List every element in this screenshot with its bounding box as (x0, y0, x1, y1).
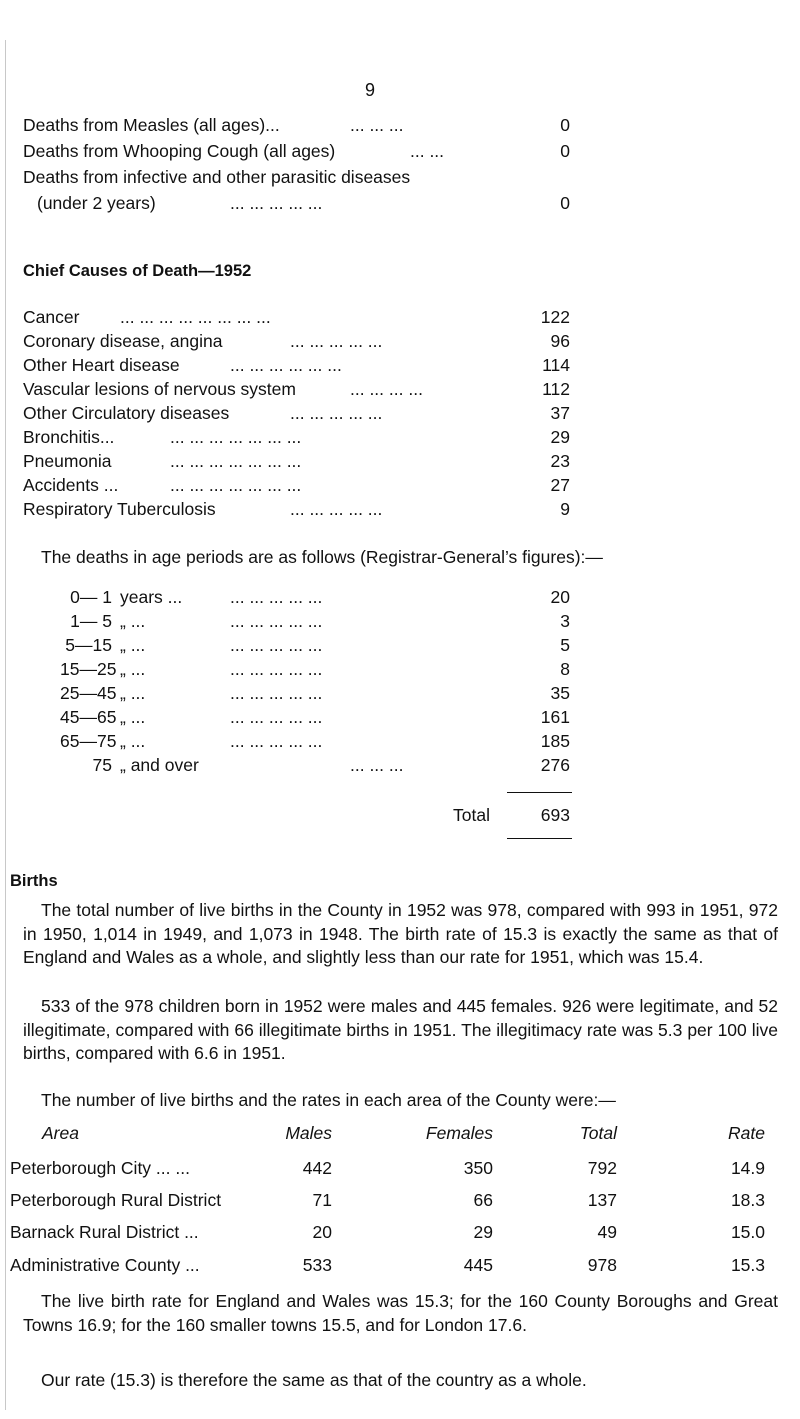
age-row (0, 658, 800, 680)
row-leader: ... ... ... ... ... (230, 707, 323, 727)
age-row (0, 730, 800, 752)
rate-value: 15.0 (730, 1222, 765, 1242)
females-value: 445 (463, 1255, 493, 1275)
row-value: 0 (560, 141, 570, 161)
age-periods-intro: The deaths in age periods are as follows (Registrar-General’s figures):— (41, 547, 603, 567)
row-label: Deaths from infective and other parasitic diseases (23, 167, 411, 187)
cause-label: Respiratory Tuberculosis (23, 499, 216, 519)
age-value: 185 (540, 731, 570, 751)
cause-row (0, 402, 800, 424)
cause-label: Other Circulatory diseases (23, 403, 230, 423)
births-paragraph-1 (23, 899, 778, 970)
cause-row (0, 306, 800, 328)
row-leader: ... ... ... ... ... ... ... (170, 427, 302, 447)
cause-value: 114 (542, 355, 570, 375)
age-row (0, 610, 800, 632)
cause-row (0, 354, 800, 376)
cause-label: Other Heart disease (23, 355, 180, 375)
age-unit: „ ... (120, 611, 146, 631)
age-unit: „ and over (120, 755, 199, 775)
age-range: 75 (92, 755, 112, 775)
age-range: 15—25 (60, 659, 117, 679)
infective-deaths-under-2-row (0, 192, 800, 214)
age-unit: „ ... (120, 659, 146, 679)
paragraph-text: The live birth rate for England and Wales was 15.3; for the 160 County Boroughs and Great Towns 16.9; for the 160 smaller towns 15.5, and for London 17.6. (23, 1291, 778, 1335)
age-value: 161 (540, 707, 570, 727)
row-leader: ... ... (410, 141, 445, 161)
age-value: 20 (550, 587, 570, 607)
births-paragraph-4: Our rate (15.3) is therefore the same as that of the country as a whole. (41, 1370, 587, 1390)
col-header-rate: Rate (728, 1123, 765, 1143)
age-range: 5—15 (65, 635, 112, 655)
col-header-area: Area (42, 1123, 79, 1143)
males-value: 442 (302, 1158, 332, 1178)
births-table-header (0, 1122, 800, 1144)
age-row (0, 754, 800, 776)
cause-row (0, 378, 800, 400)
total-value: 49 (597, 1222, 617, 1242)
total-value: 978 (587, 1255, 617, 1275)
cause-label: Pneumonia (23, 451, 112, 471)
age-range: 65—75 (60, 731, 117, 751)
rate-value: 15.3 (730, 1255, 765, 1275)
age-range: 45—65 (60, 707, 117, 727)
rate-value: 14.9 (730, 1158, 765, 1178)
females-value: 350 (463, 1158, 493, 1178)
page-number: 9 (364, 80, 375, 100)
row-leader: ... ... ... ... ... (230, 659, 323, 679)
paragraph-text: 533 of the 978 children born in 1952 were males and 445 females. 926 were legitimate, and 52 illegitimate, compared with 66 illegitimate births in 1951. The illegitimacy rate was 5.3 per 100 live births, compared with 6.6 in 1951. (23, 996, 778, 1063)
total-rule-bottom (507, 838, 572, 839)
total-label: Total (453, 805, 490, 825)
area-name: Peterborough City ... ... (10, 1158, 190, 1178)
age-unit: „ ... (120, 707, 146, 727)
row-label: Deaths from Measles (all ages)... (23, 115, 280, 135)
row-leader: ... ... ... (350, 755, 404, 775)
cause-label: Bronchitis... (23, 427, 115, 447)
col-header-males: Males (285, 1123, 332, 1143)
row-leader: ... ... ... ... ... ... (230, 355, 342, 375)
cause-value: 9 (560, 499, 570, 519)
males-value: 71 (312, 1190, 332, 1210)
age-range: 0— 1 (70, 587, 112, 607)
row-leader: ... ... ... ... ... (290, 331, 383, 351)
row-leader: ... ... ... ... ... ... ... (170, 475, 302, 495)
row-leader: ... ... ... ... ... (230, 731, 323, 751)
row-label: Deaths from Whooping Cough (all ages) (23, 141, 336, 161)
births-heading: Births (10, 872, 58, 890)
row-leader: ... ... ... ... (350, 379, 423, 399)
age-value: 5 (560, 635, 570, 655)
age-value: 3 (560, 611, 570, 631)
cause-value: 23 (550, 451, 570, 471)
paragraph-text: The total number of live births in the County in 1952 was 978, compared with 993 in 1951, 972 in 1950, 1,014 in 1949, and 1,073 in 1948. The birth rate of 15.3 is exactly the same as that of England and Wales as a whole, and slightly less than our rate for 1951, which was 15.4. (23, 900, 778, 967)
cause-value: 29 (550, 427, 570, 447)
cause-row (0, 330, 800, 352)
row-leader: ... ... ... ... ... (230, 683, 323, 703)
age-row (0, 634, 800, 656)
infective-deaths-row (0, 166, 800, 188)
age-row (0, 706, 800, 728)
cause-value: 96 (550, 331, 570, 351)
males-value: 533 (302, 1255, 332, 1275)
total-value: 693 (540, 805, 570, 825)
age-total-row (0, 804, 800, 826)
age-range: 25—45 (60, 683, 117, 703)
cause-row (0, 426, 800, 448)
age-value: 8 (560, 659, 570, 679)
age-value: 35 (550, 683, 570, 703)
row-label: (under 2 years) (37, 193, 156, 213)
cause-row (0, 498, 800, 520)
area-name: Peterborough Rural District (10, 1190, 222, 1210)
area-name: Administrative County ... (10, 1255, 200, 1275)
cause-label: Vascular lesions of nervous system (23, 379, 296, 399)
chief-causes-heading: Chief Causes of Death—1952 (23, 262, 252, 280)
row-leader: ... ... ... ... ... (290, 499, 383, 519)
age-unit: „ ... (120, 635, 146, 655)
cause-value: 27 (550, 475, 570, 495)
births-paragraph-2 (23, 995, 778, 1066)
total-value: 792 (587, 1158, 617, 1178)
cause-value: 122 (540, 307, 570, 327)
females-value: 29 (473, 1222, 493, 1242)
cause-label: Cancer (23, 307, 80, 327)
age-row (0, 586, 800, 608)
births-paragraph-3 (23, 1290, 778, 1337)
col-header-total: Total (579, 1123, 617, 1143)
age-range: 1— 5 (70, 611, 112, 631)
cause-row (0, 474, 800, 496)
age-value: 276 (540, 755, 570, 775)
row-leader: ... ... ... ... ... ... ... (170, 451, 302, 471)
row-leader: ... ... ... ... ... ... ... ... (120, 307, 271, 327)
total-rule-top (507, 792, 572, 793)
births-table-row (0, 1221, 800, 1243)
row-value: 0 (560, 115, 570, 135)
row-leader: ... ... ... ... ... (230, 587, 323, 607)
males-value: 20 (312, 1222, 332, 1242)
total-value: 137 (587, 1190, 617, 1210)
rate-value: 18.3 (730, 1190, 765, 1210)
births-table-row (0, 1254, 800, 1276)
measles-deaths-row (0, 114, 800, 136)
row-value: 0 (560, 193, 570, 213)
cause-value: 37 (550, 403, 570, 423)
females-value: 66 (473, 1190, 493, 1210)
row-leader: ... ... ... (350, 115, 404, 135)
row-leader: ... ... ... ... ... (230, 611, 323, 631)
cause-label: Accidents ... (23, 475, 119, 495)
age-unit: years ... (120, 587, 183, 607)
births-table-row (0, 1157, 800, 1179)
area-name: Barnack Rural District ... (10, 1222, 199, 1242)
cause-value: 112 (542, 379, 570, 399)
row-leader: ... ... ... ... ... (230, 193, 323, 213)
births-table-row (0, 1189, 800, 1211)
whooping-cough-deaths-row (0, 140, 800, 162)
cause-label: Coronary disease, angina (23, 331, 223, 351)
row-leader: ... ... ... ... ... (230, 635, 323, 655)
cause-row (0, 450, 800, 472)
col-header-females: Females (425, 1123, 493, 1143)
row-leader: ... ... ... ... ... (290, 403, 383, 423)
age-unit: „ ... (120, 731, 146, 751)
births-table-intro: The number of live births and the rates in each area of the County were:— (41, 1090, 616, 1110)
age-unit: „ ... (120, 683, 146, 703)
age-row (0, 682, 800, 704)
